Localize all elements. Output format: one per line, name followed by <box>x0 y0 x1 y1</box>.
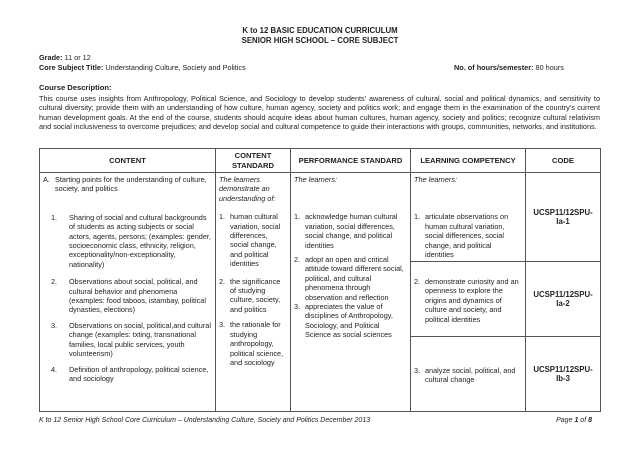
performance-standard-item: appreciates the value of disciplines of Anthropology, Sociology, and Political Science as social sciences <box>305 302 393 340</box>
header-learning-competency: LEARNING COMPETENCY <box>411 149 526 173</box>
hours <box>454 63 564 72</box>
item-number: 2. <box>51 277 58 287</box>
item-number: 1. <box>51 212 58 222</box>
grade-label: Grade: <box>39 53 63 62</box>
current-page: 1 <box>574 417 579 425</box>
header-line-1: K to 12 BASIC EDUCATION CURRICULUM <box>242 26 398 35</box>
performance-standard-item: adopt an open and critical attitude toward different social, political, and cultural phenomena through observation and reflection <box>305 255 404 302</box>
learning-competency-cell <box>411 262 526 337</box>
item-number: 3. <box>51 320 58 330</box>
footer-text: K to 12 Senior High School Core Curriculum – Understanding Culture, Society and Politics December 2013 <box>39 417 371 425</box>
content-standard-item: the rationale for studying anthropology, political science, and sociology <box>230 320 284 367</box>
item-number: 1. <box>219 212 226 222</box>
page-number <box>556 416 592 425</box>
content-item: Observations about social, political, and cultural behavior and phenomena (examples: food taboos, istambay, political dynasties, elections) <box>69 277 206 315</box>
item-number: 1. <box>414 212 421 222</box>
subject-value: Understanding Culture, Society and Politics <box>105 63 246 72</box>
subject-label: Core Subject Title: <box>39 63 104 72</box>
learning-competency-item: analyze social, political, and cultural change <box>425 366 516 385</box>
header-performance-standard: PERFORMANCE STANDARD <box>291 149 411 173</box>
page-of: of <box>580 417 587 425</box>
section-number: A. <box>43 175 50 184</box>
content-standard-intro: The learners demonstrate an understanding of: <box>219 175 276 203</box>
learning-competency-cell <box>411 337 526 412</box>
content-cell <box>40 173 216 412</box>
grade <box>39 53 91 62</box>
code-cell: UCSP11/12SPU-Ia-1 <box>526 173 601 262</box>
header-content: CONTENT <box>40 149 216 173</box>
learning-competency-cell <box>411 173 526 262</box>
table-row <box>40 173 601 262</box>
content-standard-item: the significance of studying culture, society, and politics <box>230 276 281 314</box>
header-code: CODE <box>526 149 601 173</box>
item-number: 1. <box>294 212 301 222</box>
item-number: 2. <box>219 276 226 286</box>
performance-standard-cell <box>291 173 411 412</box>
learning-competency-item: demonstrate curiosity and an openness to explore the origins and dynamics of culture and society, and political identities <box>425 276 519 324</box>
item-number: 3. <box>294 302 301 312</box>
header-content-standard: CONTENT STANDARD <box>216 149 291 173</box>
header-line-2: SENIOR HIGH SCHOOL – CORE SUBJECT <box>241 35 399 45</box>
content-standard-item: human cultural variation, social differences, social change, and political identities <box>230 212 281 269</box>
performance-standard-intro: The learners: <box>294 175 337 184</box>
content-item: Definition of anthropology, political science, and sociology <box>69 364 209 383</box>
item-number: 3. <box>414 366 421 376</box>
page-footer <box>39 416 600 425</box>
item-number: 2. <box>294 255 301 265</box>
item-number: 3. <box>219 320 226 330</box>
table-wrapper <box>39 148 600 425</box>
code-cell: UCSP11/12SPU-Ia-2 <box>526 262 601 337</box>
content-item: Sharing of social and cultural backgrounds of students as acting subjects or social actors, agents, persons; (examples: gender, socioeconomic class, ethnicity, religion, exceptionality/non-exceptionality, nationality) <box>69 212 211 269</box>
content-standard-cell <box>216 173 291 412</box>
item-number: 2. <box>414 276 421 286</box>
description-text: This course uses insights from Anthropology, Political Science, and Sociology to develop students’ awareness of cultural, social and political dynamics, and sensitivity to cultural diversity; provide them with an understanding of how culture, human agency, society and politics work; and engage them in the examination of the country’s current human development goals. At the end of the course, students should acquire ideas about human cultures, human agency, society and politics; recognize cultural relativism and social inclusiveness to overcome prejudices; and develop social and cultural competence to guide their interactions with groups, communities, networks, and institutions. <box>39 94 600 132</box>
item-number: 4. <box>51 364 58 374</box>
section-title: Starting points for the understanding of culture, society, and politics <box>55 175 207 194</box>
subject-title <box>39 63 246 72</box>
code-cell: UCSP11/12SPU-Ib-3 <box>526 337 601 412</box>
grade-value: 11 or 12 <box>64 53 91 62</box>
description-label: Course Description: <box>39 83 112 92</box>
performance-standard-item: acknowledge human cultural variation, social differences, social change, and political identities <box>305 212 398 250</box>
hours-label: No. of hours/semester: <box>454 63 534 72</box>
table-header-row <box>40 149 601 173</box>
content-item: Observations on social, political,and cultural change (examples: txting, transnational families, local public services, youth volunteerism) <box>69 320 211 359</box>
total-pages: 8 <box>588 417 592 425</box>
page-label: Page <box>556 417 573 425</box>
hours-value: 80 hours <box>535 63 564 72</box>
learning-competency-item: articulate observations on human cultural variation, social differences, social change, and political identities <box>425 212 509 260</box>
learning-competency-intro: The learners: <box>414 175 457 184</box>
document-header <box>0 26 640 45</box>
curriculum-table <box>39 148 601 412</box>
